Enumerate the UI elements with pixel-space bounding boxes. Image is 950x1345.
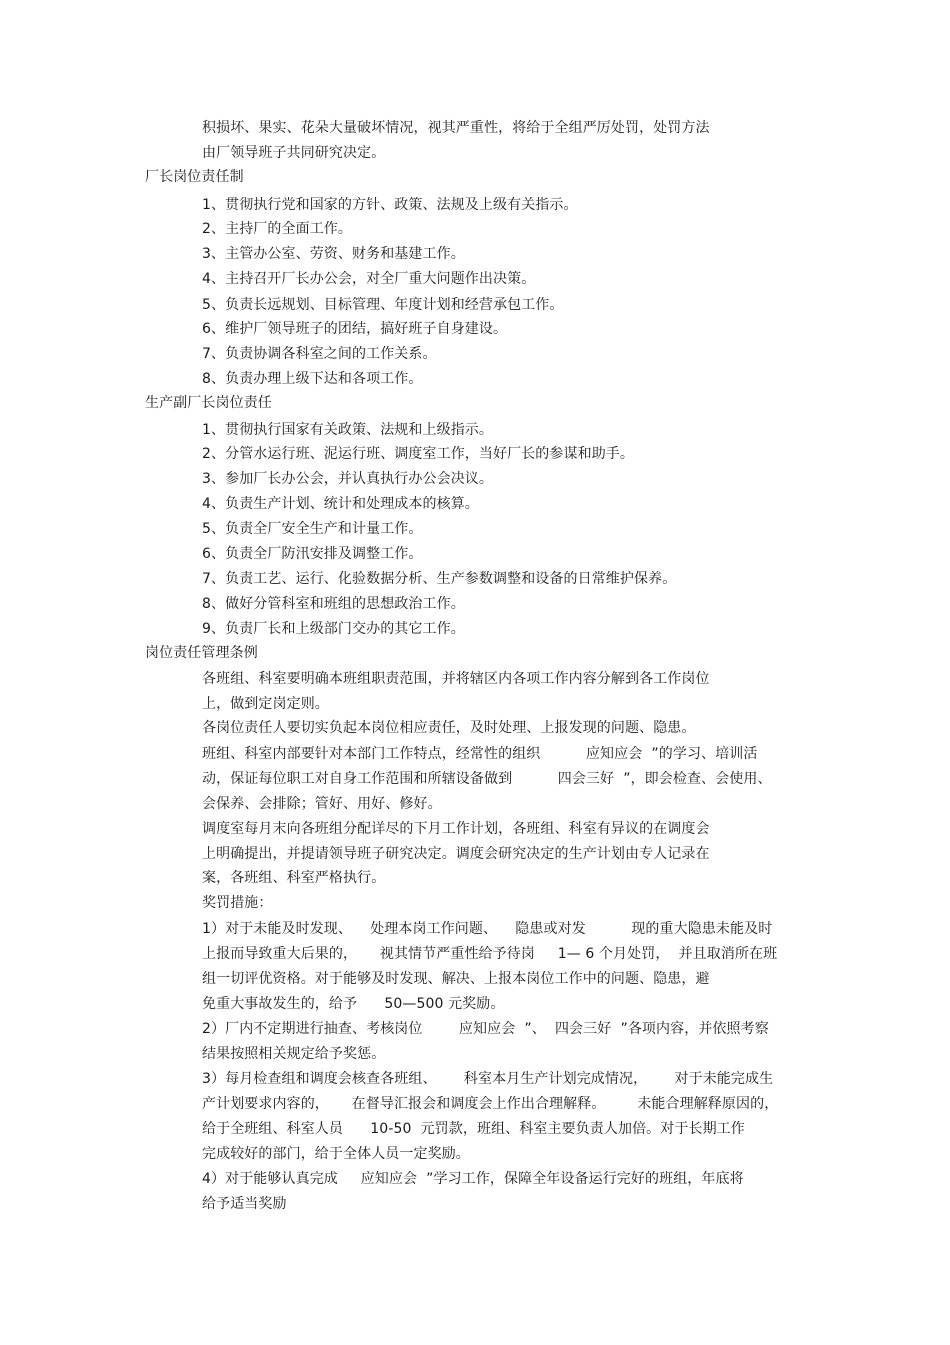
paragraph-line: 上明确提出，并提请领导班子研究决定。调度会研究决定的生产计划由专人记录在 bbox=[202, 846, 710, 862]
paragraph-line: 给于全班组、科室人员 10-50 元罚款，班组、科室主要负责人加倍。对于长期工作 bbox=[202, 1121, 745, 1137]
list-item: 2、主持厂的全面工作。 bbox=[202, 221, 353, 237]
section-heading-rules: 岗位责任管理条例 bbox=[145, 645, 258, 661]
paragraph-line: 3）每月检查组和调度会核查各班组、 科室本月生产计划完成情况， 对于未能完成生 bbox=[202, 1071, 774, 1087]
paragraph-line: 会保养、会排除；管好、用好、修好。 bbox=[202, 796, 442, 812]
paragraph-line: 调度室每月末向各班组分配详尽的下月工作计划，各班组、科室有异议的在调度会 bbox=[202, 821, 710, 837]
paragraph-line: 组一切评优资格。对于能够及时发现、解决、上报本岗位工作中的问题、隐患，避 bbox=[202, 971, 710, 987]
paragraph-line: 动，保证每位职工对自身工作范围和所辖设备做到 四会三好 ”，即会检查、会使用、 bbox=[202, 771, 772, 787]
list-item: 7、负责工艺、运行、化验数据分析、生产参数调整和设备的日常维护保养。 bbox=[202, 571, 677, 587]
paragraph-line: 各岗位责任人要切实负起本岗位相应责任，及时处理、上报发现的问题、隐患。 bbox=[202, 720, 696, 736]
paragraph-line: 免重大事故发生的，给予 50—500 元奖励。 bbox=[202, 996, 505, 1012]
paragraph-line: 2）厂内不定期进行抽查、考核岗位 应知应会 ”、 四会三好 ”各项内容，并依照考察 bbox=[202, 1021, 769, 1037]
list-item: 5、负责全厂安全生产和计量工作。 bbox=[202, 521, 423, 537]
list-item: 6、负责全厂防汛安排及调整工作。 bbox=[202, 546, 423, 562]
list-item: 6、维护厂领导班子的团结，搞好班子自身建设。 bbox=[202, 321, 508, 337]
paragraph-line: 班组、科室内部要针对本部门工作特点，经常性的组织 应知应会 ”的学习、培训活 bbox=[202, 746, 758, 762]
list-item: 1、贯彻执行党和国家的方针、政策、法规及上级有关指示。 bbox=[202, 197, 578, 213]
paragraph-line: 上报而导致重大后果的， 视其情节严重性给予待岗 1— 6 个月处罚， 并且取消所在班 bbox=[202, 946, 778, 962]
section-heading-deputy: 生产副厂长岗位责任 bbox=[145, 395, 272, 411]
list-item: 8、负责办理上级下达和各项工作。 bbox=[202, 371, 423, 387]
paragraph-line: 上，做到定岗定则。 bbox=[202, 696, 329, 712]
section-heading-director: 厂长岗位责任制 bbox=[145, 169, 244, 185]
list-item: 5、负责长远规划、目标管理、年度计划和经营承包工作。 bbox=[202, 297, 564, 313]
list-item: 4、负责生产计划、统计和处理成本的核算。 bbox=[202, 496, 479, 512]
list-item: 1、贯彻执行国家有关政策、法规和上级指示。 bbox=[202, 422, 494, 438]
list-item: 3、主管办公室、劳资、财务和基建工作。 bbox=[202, 246, 465, 262]
list-item: 4、主持召开厂长办公会，对全厂重大问题作出决策。 bbox=[202, 271, 536, 287]
intro-line: 由厂领导班子共同研究决定。 bbox=[202, 145, 386, 161]
list-item: 2、分管水运行班、泥运行班、调度室工作，当好厂长的参谋和助手。 bbox=[202, 446, 635, 462]
paragraph-line: 给予适当奖励 bbox=[202, 1196, 287, 1212]
paragraph-line: 案，各班组、科室严格执行。 bbox=[202, 870, 386, 886]
paragraph-line: 奖罚措施： bbox=[202, 895, 273, 911]
paragraph-line: 各班组、科室要明确本班组职责范围，并将辖区内各项工作内容分解到各工作岗位 bbox=[202, 671, 710, 687]
paragraph-line: 完成较好的部门，给于全体人员一定奖励。 bbox=[202, 1146, 470, 1162]
list-item: 7、负责协调各科室之间的工作关系。 bbox=[202, 346, 437, 362]
list-item: 3、参加厂长办公会，并认真执行办公会决议。 bbox=[202, 471, 494, 487]
paragraph-line: 4）对于能够认真完成 应知应会 ”学习工作，保障全年设备运行完好的班组，年底将 bbox=[202, 1171, 744, 1187]
paragraph-line: 结果按照相关规定给予奖惩。 bbox=[202, 1046, 386, 1062]
intro-line: 积损坏、果实、花朵大量破坏情况，视其严重性，将给于全组严厉处罚，处罚方法 bbox=[202, 120, 710, 136]
paragraph-line: 1）对于未能及时发现、 处理本岗工作问题、 隐患或对发 现的重大隐患未能及时 bbox=[202, 921, 773, 937]
list-item: 9、负责厂长和上级部门交办的其它工作。 bbox=[202, 621, 465, 637]
list-item: 8、做好分管科室和班组的思想政治工作。 bbox=[202, 596, 465, 612]
paragraph-line: 产计划要求内容的， 在督导汇报会和调度会上作出合理解释。 未能合理解释原因的， bbox=[202, 1096, 779, 1112]
